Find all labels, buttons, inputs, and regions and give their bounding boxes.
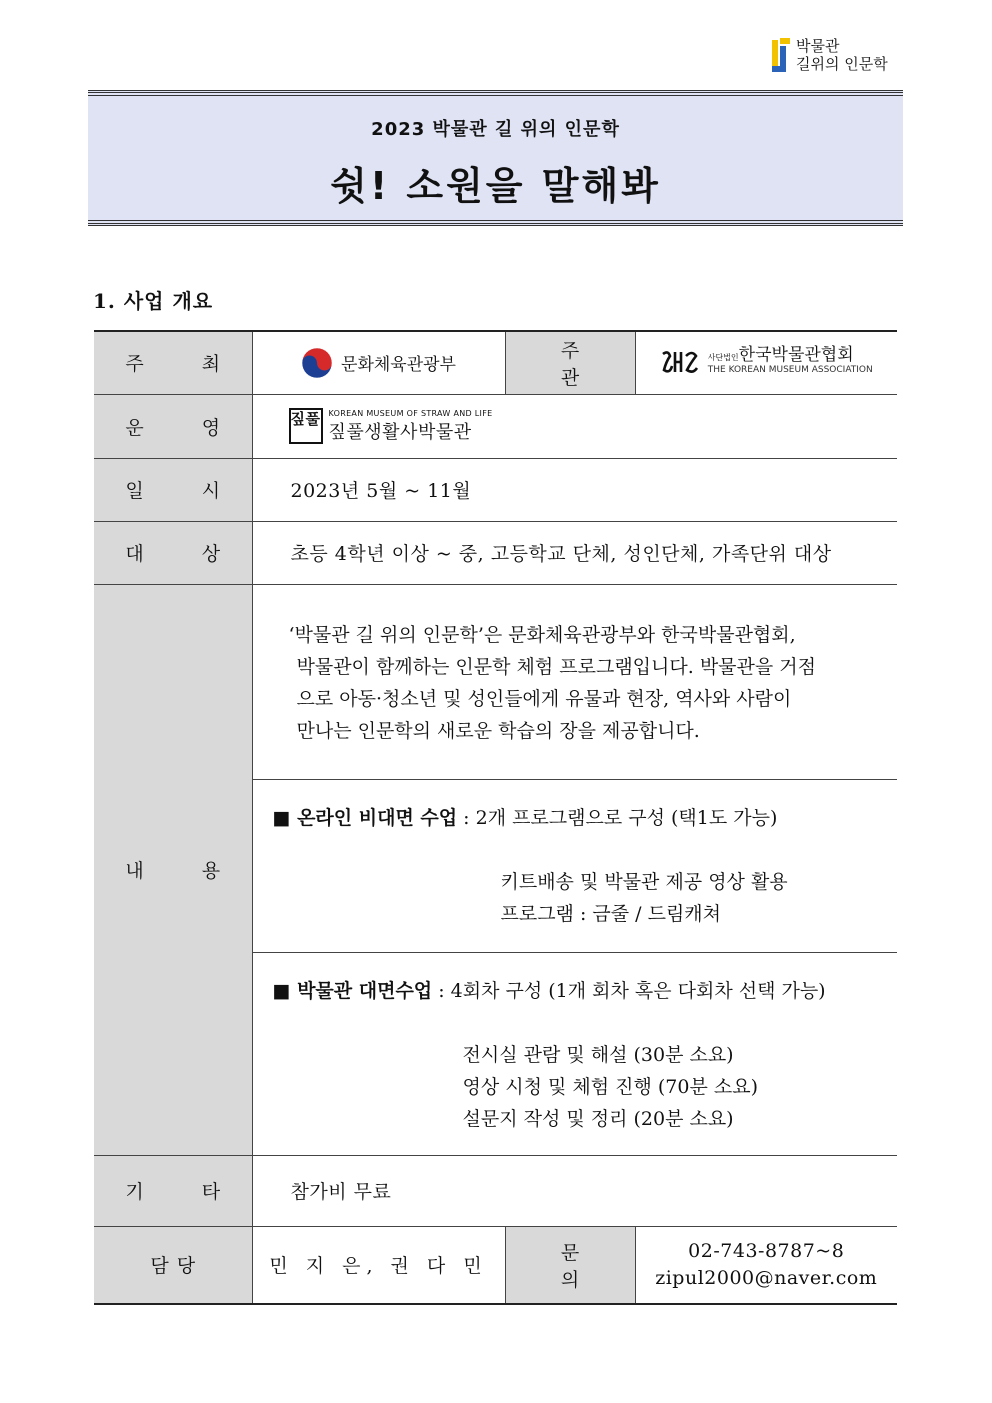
description-line: 으로 아동·청소년 및 성인들에게 유물과 현장, 역사와 사람이 bbox=[296, 687, 792, 710]
host-cell bbox=[252, 331, 505, 394]
table-row bbox=[94, 521, 897, 584]
offline-detail: 설문지 작성 및 정리 (20분 소요) bbox=[462, 1107, 734, 1130]
table-row bbox=[94, 1155, 897, 1226]
organizer-cell bbox=[635, 331, 897, 394]
organizer-org-en: THE KOREAN MUSEUM ASSOCIATION bbox=[707, 365, 873, 376]
program-description bbox=[253, 585, 898, 780]
operator-org-en: KOREAN MUSEUM OF STRAW AND LIFE bbox=[328, 408, 493, 418]
main-title: 쉿! 소원을 말해봐 bbox=[330, 164, 661, 208]
organizer-label: 주 관 bbox=[505, 331, 635, 394]
logo-line1: 박물관 bbox=[796, 37, 840, 55]
kma-prefix: 사단법인 bbox=[707, 353, 739, 363]
content-cell bbox=[252, 584, 897, 1155]
table-row bbox=[94, 331, 897, 394]
target-label: 대 상 bbox=[94, 521, 252, 584]
online-detail: 프로그램 : 금줄 / 드림캐쳐 bbox=[500, 902, 722, 925]
etc-value: 참가비 무료 bbox=[252, 1155, 897, 1226]
offline-program bbox=[253, 953, 898, 1155]
organizer-org-name: 한국박물관협회 bbox=[738, 345, 854, 366]
logo-line2: 길위의 인문학 bbox=[796, 55, 888, 73]
email-address: zipul2000@naver.com bbox=[655, 1266, 878, 1289]
table-row bbox=[94, 584, 897, 1155]
content-label: 내 용 bbox=[94, 584, 252, 1155]
offline-detail: 전시실 관람 및 해설 (30분 소요) bbox=[462, 1043, 734, 1066]
date-value: 2023년 5월 ~ 11월 bbox=[252, 458, 897, 521]
table-row bbox=[94, 458, 897, 521]
offline-summary: : 4회차 구성 (1개 회차 혹은 다회차 선택 가능) bbox=[432, 979, 826, 1002]
section-heading: 1. 사업 개요 bbox=[93, 289, 214, 313]
offline-detail: 영상 시청 및 체험 진행 (70분 소요) bbox=[462, 1075, 758, 1098]
online-detail: 키트배송 및 박물관 제공 영상 활용 bbox=[500, 870, 788, 893]
description-line: 박물관이 함께하는 인문학 체험 프로그램입니다. 박물관을 거점 bbox=[296, 655, 816, 678]
staff-value: 민 지 은, 권 다 민 bbox=[252, 1226, 505, 1304]
overview-table bbox=[94, 330, 897, 1305]
straw-museum-logo-icon: 짚풀 bbox=[289, 408, 323, 444]
museum-humanities-logo bbox=[770, 32, 900, 78]
description-line: ‘박물관 길 위의 인문학’은 문화체육관광부와 한국박물관협회, bbox=[288, 623, 796, 646]
staff-label: 담당 bbox=[94, 1226, 252, 1304]
operator-label: 운 영 bbox=[94, 394, 252, 458]
target-value: 초등 4학년 이상 ~ 중, 고등학교 단체, 성인단체, 가족단위 대상 bbox=[252, 521, 897, 584]
contact-cell bbox=[635, 1226, 897, 1304]
kma-logo-icon bbox=[660, 348, 700, 378]
date-label: 일 시 bbox=[94, 458, 252, 521]
subtitle: 2023 박물관 길 위의 인문학 bbox=[371, 119, 620, 140]
host-label: 주 최 bbox=[94, 331, 252, 394]
taegeuk-icon bbox=[301, 347, 333, 379]
etc-label: 기 타 bbox=[94, 1155, 252, 1226]
host-org-name: 문화체육관광부 bbox=[341, 355, 456, 376]
phone-number: 02-743-8787~8 bbox=[688, 1239, 845, 1262]
online-summary: : 2개 프로그램으로 구성 (택1도 가능) bbox=[457, 806, 778, 829]
online-program bbox=[253, 780, 898, 953]
table-row bbox=[94, 394, 897, 458]
description-line: 만나는 인문학의 새로운 학습의 장을 제공합니다. bbox=[296, 719, 700, 742]
offline-title: ■ 박물관 대면수업 bbox=[272, 979, 433, 1002]
online-title: ■ 온라인 비대면 수업 bbox=[272, 806, 458, 829]
title-box bbox=[88, 90, 903, 226]
operator-org-name: 짚풀생활사박물관 bbox=[328, 421, 472, 443]
museum-logo-icon bbox=[770, 36, 792, 74]
inquiry-label: 문 의 bbox=[505, 1226, 635, 1304]
table-row bbox=[94, 1226, 897, 1304]
operator-cell bbox=[252, 394, 897, 458]
